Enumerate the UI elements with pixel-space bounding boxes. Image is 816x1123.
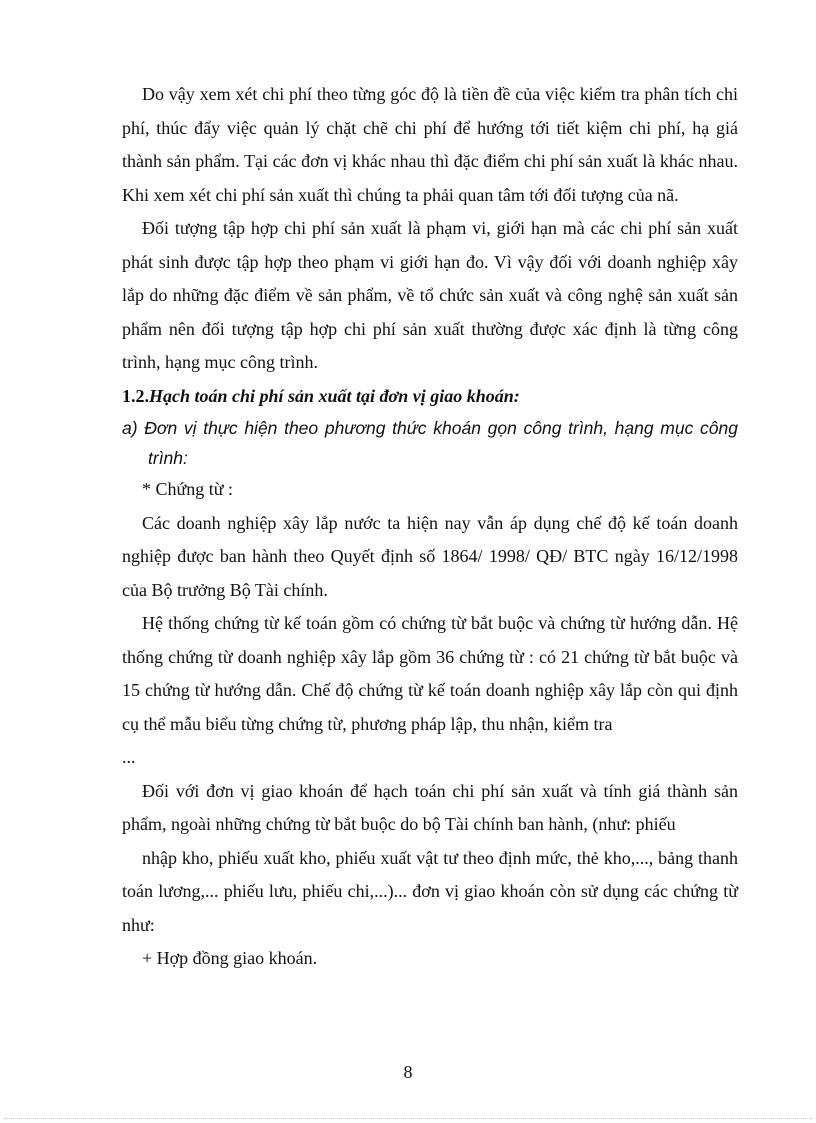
paragraph-voucher-system: Hệ thống chứng từ kế toán gồm có chứng từ bắt buộc và chứng từ hướng dẫn. Hệ thống chứng từ doanh nghiệp xây lắp gồm 36 chứng từ : có 21 chứng từ bắt buộc và 15 chứng từ hướng dẫn. Chế độ chứng từ kế toán doanh nghiệp xây lắp còn qui định cụ thể mẫu biểu từng chứng từ, phương pháp lập, thu nhận, kiểm tra [122,613,738,734]
section-title: Hạch toán chi phí sản xuất tại đơn vị giao khoán: [149,385,520,406]
page-body [122,78,738,976]
ellipsis-line: ... [122,747,136,767]
paragraph-contract-unit: Đối với đơn vị giao khoán để hạch toán chi phí sản xuất và tính giá thành sản phẩm, ngoài những chứng từ bắt buộc do bộ Tài chính ban hành, (như: phiếu [122,780,738,834]
paragraph-cost-analysis: Do vậy xem xét chi phí theo từng góc độ là tiền đề của việc kiểm tra phân tích chi phí, thúc đẩy việc quản lý chặt chẽ chi phí để hướng tới tiết kiệm chi phí, hạ giá thành sản phẩm. Tại các đơn vị khác nhau thì đặc điểm chi phí sản xuất là khác nhau. Khi xem xét chi phí sản xuất thì chúng ta phải quan tâm tới đối tượng của nã. [122,84,738,205]
footer-divider [4,1118,812,1119]
list-item-contract: + Hợp đồng giao khoán. [142,948,318,968]
voucher-label: * Chứng từ : [142,479,234,499]
paragraph-contract-unit-continued: nhập kho, phiếu xuất kho, phiếu xuất vật tư theo định mức, thẻ kho,..., bảng thanh toán lương,... phiếu lưu, phiếu chi,...)... đơn vị giao khoán còn sử dụng các chứng từ như: [122,847,738,935]
section-number: 1.2. [122,385,149,406]
paragraph-accounting-regime: Các doanh nghiệp xây lắp nước ta hiện nay vẫn áp dụng chế độ kế toán doanh nghiệp được ban hành theo Quyết định số 1864/ 1998/ QĐ/ BTC ngày 16/12/1998 của Bộ trưởng Bộ Tài chính. [122,512,738,600]
paragraph-cost-object: Đối tượng tập hợp chi phí sản xuất là phạm vi, giới hạn mà các chi phí sản xuất phát sinh được tập hợp theo phạm vi giới hạn đo. Vì vậy đối với doanh nghiệp xây lắp do những đặc điểm về sản phẩm, về tổ chức sản xuất và công nghệ sản xuất sản phẩm nên đối tượng tập hợp chi phí sản xuất thường được xác định là từng công trình, hạng mục công trình. [122,218,738,372]
subsection-heading: a) Đơn vị thực hiện theo phương thức khoán gọn công trình, hạng mục công trình: [122,418,738,468]
page-number: 8 [403,1062,413,1082]
section-heading [122,380,738,414]
